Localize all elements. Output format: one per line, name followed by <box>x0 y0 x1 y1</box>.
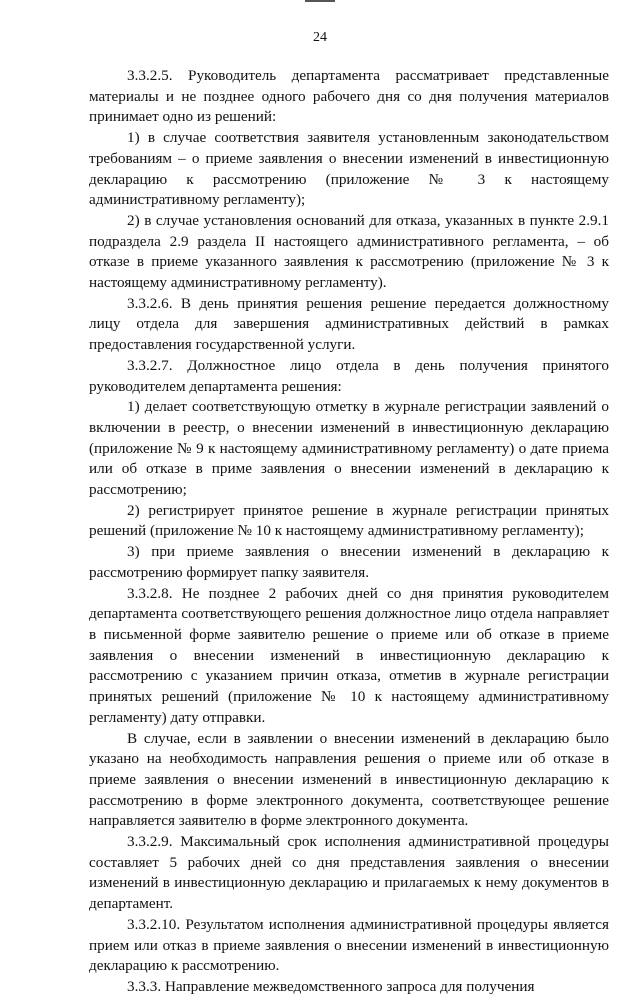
paragraph-item-2-register: 2) регистрирует принятое решение в журнале регистрации принятых решений (приложение № 10 к настоящему административному регламенту); <box>89 501 609 540</box>
paragraph-3-3-2-10: 3.3.2.10. Результатом исполнения административной процедуры является прием или отказ в приеме заявления о внесении изменений в инвестиционную декларацию к рассмотрению. <box>89 915 609 975</box>
paragraph-item-3-folder: 3) при приеме заявления о внесении изменений в декларацию к рассмотрению формирует папку заявителя. <box>89 543 609 581</box>
paragraph-3-3-2-9: 3.3.2.9. Максимальный срок исполнения административной процедуры составляет 5 рабочих дней со дня представления заявления о внесении изменений в инвестиционную декларацию и прилагаемых к нему документов в департамент. <box>89 833 609 913</box>
paragraph-item-2-refuse: 2) в случае установления оснований для отказа, указанных в пункте 2.9.1 подраздела 2.9 раздела II настоящего административного регламента, – об отказе в приеме указанного заявления к рассмотрению (приложение № 3 к настоящему административному регламенту). <box>89 211 609 292</box>
paragraph-item-1-journal: 1) делает соответствующую отметку в журнале регистрации заявлений о включении в реестр, о внесении изменений в инвестиционную декларацию (приложение № 9 к настоящему административному регламенту) о дате приема или об отказе в приме заявления о внесении изменений в декларацию к рассмотрению; <box>89 398 609 499</box>
page-number: 24 <box>313 30 327 45</box>
paragraph-3-3-3: 3.3.3. Направление межведомственного запроса для получения <box>127 977 535 995</box>
paragraph-3-3-2-8: 3.3.2.8. Не позднее 2 рабочих дней со дня принятия руководителем департамента соответствующего решения должностное лицо отдела направляет в письменной форме заявителю решение о приеме или об отказе в приеме заявления о внесении изменений в инвестиционную декларацию к рассмотрению с указанием причин отказа, отметив в журнале регистрации принятых решений (приложение № 10 к настоящему административному регламенту) дату отправки. <box>89 584 609 726</box>
scan-mark <box>305 0 335 2</box>
paragraph-item-1-accept: 1) в случае соответствия заявителя установленным законодательством требованиям – о приеме заявления о внесении изменений в инвестиционную декларацию к рассмотрению (приложение № 3 к настоящему административному регламенту); <box>89 129 609 209</box>
document-body <box>89 66 609 998</box>
paragraph-electronic-form: В случае, если в заявлении о внесении изменений в декларацию было указано на необходимость направления решения о приеме или об отказе в приеме заявления о внесении изменений в инвестиционную декларацию к рассмотрению в форме электронного документа, соответствующее решение направляется заявителю в форме электронного документа. <box>89 729 609 830</box>
paragraph-3-3-2-6: 3.3.2.6. В день принятия решения решение передается должностному лицу отдела для завершения административных действий в рамках предоставления государственной услуги. <box>89 294 609 354</box>
paragraph-3-3-2-5: 3.3.2.5. Руководитель департамента рассматривает представленные материалы и не позднее одного рабочего дня со дня получения материалов принимает одно из решений: <box>89 67 609 126</box>
paragraph-3-3-2-7: 3.3.2.7. Должностное лицо отдела в день получения принятого руководителем департамента решения: <box>89 356 609 395</box>
